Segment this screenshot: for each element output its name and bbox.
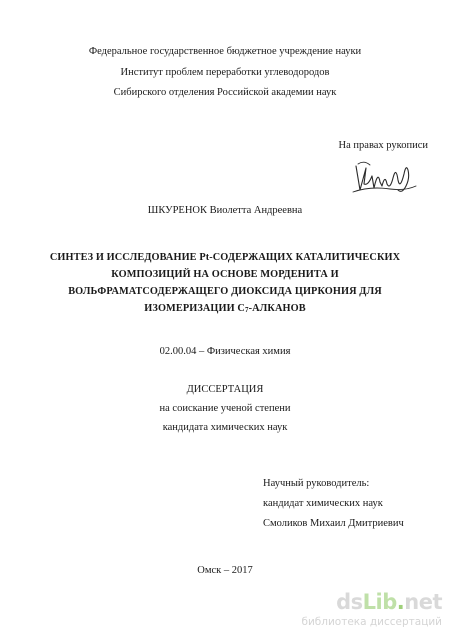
supervisor-degree: кандидат химических наук (263, 498, 383, 509)
dissertation-heading: ДИССЕРТАЦИЯ (186, 384, 264, 395)
title-line-3: ВОЛЬФРАМАТСОДЕРЖАЩЕГО ДИОКСИДА ЦИРКОНИЯ ДЛЯ (68, 286, 382, 297)
degree-purpose-line-2: кандидата химических наук (162, 422, 288, 433)
watermark-subtitle: библиотека диссертаций (301, 616, 442, 628)
institution-line-1: Федеральное государственное бюджетное учреждение науки (88, 46, 362, 57)
title-line-4-prefix: ИЗОМЕРИЗАЦИИ С (144, 303, 245, 314)
supervisor-label: Научный руководитель: (263, 478, 370, 489)
logo-dot: . (396, 590, 405, 614)
dslib-logo (336, 590, 442, 614)
title-line-4 (40, 300, 410, 317)
institution-line-3: Сибирского отделения Российской академии наук (113, 87, 337, 98)
title-line-4-subscript: 7 (244, 306, 249, 314)
institution-line-2: Институт проблем переработки углеводородов (120, 67, 330, 78)
specialty-code: 02.00.04 – Физическая химия (159, 346, 291, 357)
supervisor-name: Смоликов Михаил Дмитриевич (263, 518, 404, 529)
dslib-watermark (292, 590, 442, 630)
handwritten-signature (350, 156, 420, 200)
title-line-4-suffix: -АЛКАНОВ (248, 303, 306, 314)
dissertation-title (40, 249, 410, 317)
rights-note: На правах рукописи (338, 140, 428, 151)
logo-net: net (404, 590, 442, 614)
title-line-2: КОМПОЗИЦИЙ НА ОСНОВЕ МОРДЕНИТА И (111, 269, 339, 280)
degree-purpose-line-1: на соискание ученой степени (159, 403, 291, 414)
title-line-1: СИНТЕЗ И ИССЛЕДОВАНИЕ Pt-СОДЕРЖАЩИХ КАТАЛИТИЧЕСКИХ (49, 252, 401, 263)
logo-ds: ds (336, 590, 363, 614)
logo-lib: Lib (362, 590, 397, 614)
city-year: Омск – 2017 (197, 565, 253, 576)
author-name: ШКУРЕНОК Виолетта Андреевна (147, 205, 303, 216)
supervisor-block (263, 474, 404, 534)
